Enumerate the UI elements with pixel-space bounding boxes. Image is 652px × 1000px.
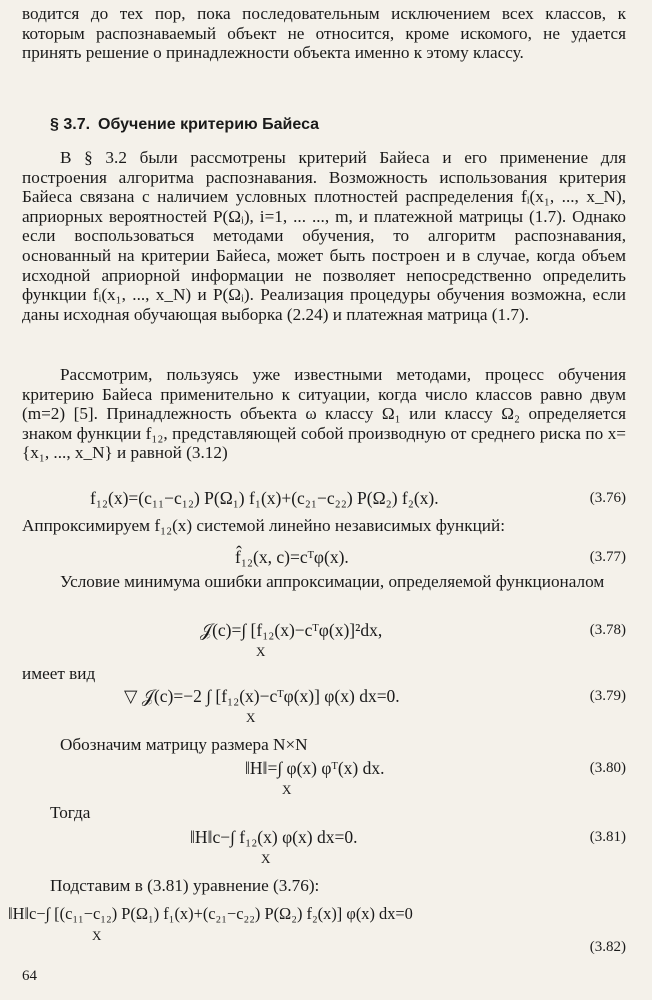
equation-number: (3.81): [589, 829, 626, 845]
equation-formula: ‖H‖c−∫ [(c₁₁−c₁₂) P(Ω₁) f₁(x)+(c₂₁−c₂₂) P(Ω₂) f₂(x)] φ(x) dx=0: [8, 904, 413, 923]
equation-number: (3.78): [589, 622, 626, 638]
equation-3-76: [0, 486, 652, 510]
integral-domain: X: [92, 928, 102, 943]
page-number: 64: [22, 968, 37, 984]
equation-formula: 𝒥(c)=∫ [f₁₂(x)−cᵀφ(x)]²dx,: [200, 620, 383, 640]
paragraph-2: Рассмотрим, пользуясь уже известными методами, процесс обучения критерию Байеса применительно к ситуации, когда число классов равно двум (m=2) [5]. Принадлежность объекта ω классу Ω₁ или классу Ω₂ определяется знаком функции f₁₂, представляющей собой производную от среднего риска по x={x₁, ..., x_N} и равной (3.12): [22, 365, 626, 463]
section-title: Обучение критерию Байеса: [98, 116, 320, 133]
paragraph-3: Условие минимума ошибки аппроксимации, определяемой функционалом: [60, 572, 605, 591]
equation-number: (3.77): [589, 549, 626, 565]
equation-number: (3.76): [589, 490, 626, 506]
paragraph-1: В § 3.2 были рассмотрены критерий Байеса и его применение для построения алгоритма распознавания. Возможность использования критерия Байеса связана с наличием условных плотностей распределения fᵢ(x₁, ..., x_N), априорных вероятностей P(Ωᵢ), i=1, ... ..., m, и платежной матрицы (1.7). Однако если воспользоваться методами обучения, то алгоритм распознавания, основанный на критерии Байеса, может быть построен и в случае, когда объем исходной априорной информации не позволяет непосредственно определить функции fᵢ(x₁, ..., x_N) и P(Ωᵢ). Реализация процедуры обучения возможна, если даны исходная обучающая выборка (2.24) и платежная матрица (1.7).: [22, 148, 626, 324]
substitute-line: Подставим в (3.81) уравнение (3.76):: [50, 876, 320, 895]
equation-number: (3.80): [589, 760, 626, 776]
equation-formula: ▽ 𝒥(c)=−2 ∫ [f₁₂(x)−cᵀφ(x)] φ(x) dx=0.: [124, 686, 400, 706]
equation-number-3-82: (3.82): [589, 939, 626, 955]
has-form-line: имеет вид: [22, 664, 96, 683]
equation-3-78: [0, 618, 652, 659]
equation-formula: f₁₂(x)=(c₁₁−c₁₂) P(Ω₁) f₁(x)+(c₂₁−c₂₂) P(Ω₂) f₂(x).: [90, 488, 439, 508]
equation-formula: f̂₁₂(x, c)=cᵀφ(x).: [235, 547, 349, 567]
paragraph-top: водится до тех пор, пока последовательным исключением всех классов, к которым распознаваемый объект не относится, кроме искомого, не удается принять решение о принадлежности объекта именно к этому классу.: [22, 4, 626, 63]
integral-domain: X: [246, 710, 256, 725]
denote-line: Обозначим матрицу размера N×N: [60, 735, 308, 754]
section-heading: [50, 116, 319, 134]
equation-number: (3.79): [589, 688, 626, 704]
section-number: § 3.7.: [50, 116, 91, 133]
equation-3-79: [0, 684, 652, 725]
equation-3-80: [0, 756, 652, 797]
equation-3-81: [0, 825, 652, 866]
then-line: Тогда: [50, 803, 91, 822]
equation-formula: ‖H‖=∫ φ(x) φᵀ(x) dx.: [245, 758, 385, 778]
equation-3-82: [0, 902, 652, 943]
equation-formula: ‖H‖c−∫ f₁₂(x) φ(x) dx=0.: [190, 827, 358, 847]
integral-domain: X: [282, 782, 292, 797]
integral-domain: X: [261, 851, 271, 866]
integral-domain: X: [256, 644, 266, 659]
approx-line: Аппроксимируем f₁₂(x) системой линейно независимых функций:: [22, 516, 505, 535]
equation-3-77: [0, 545, 652, 569]
